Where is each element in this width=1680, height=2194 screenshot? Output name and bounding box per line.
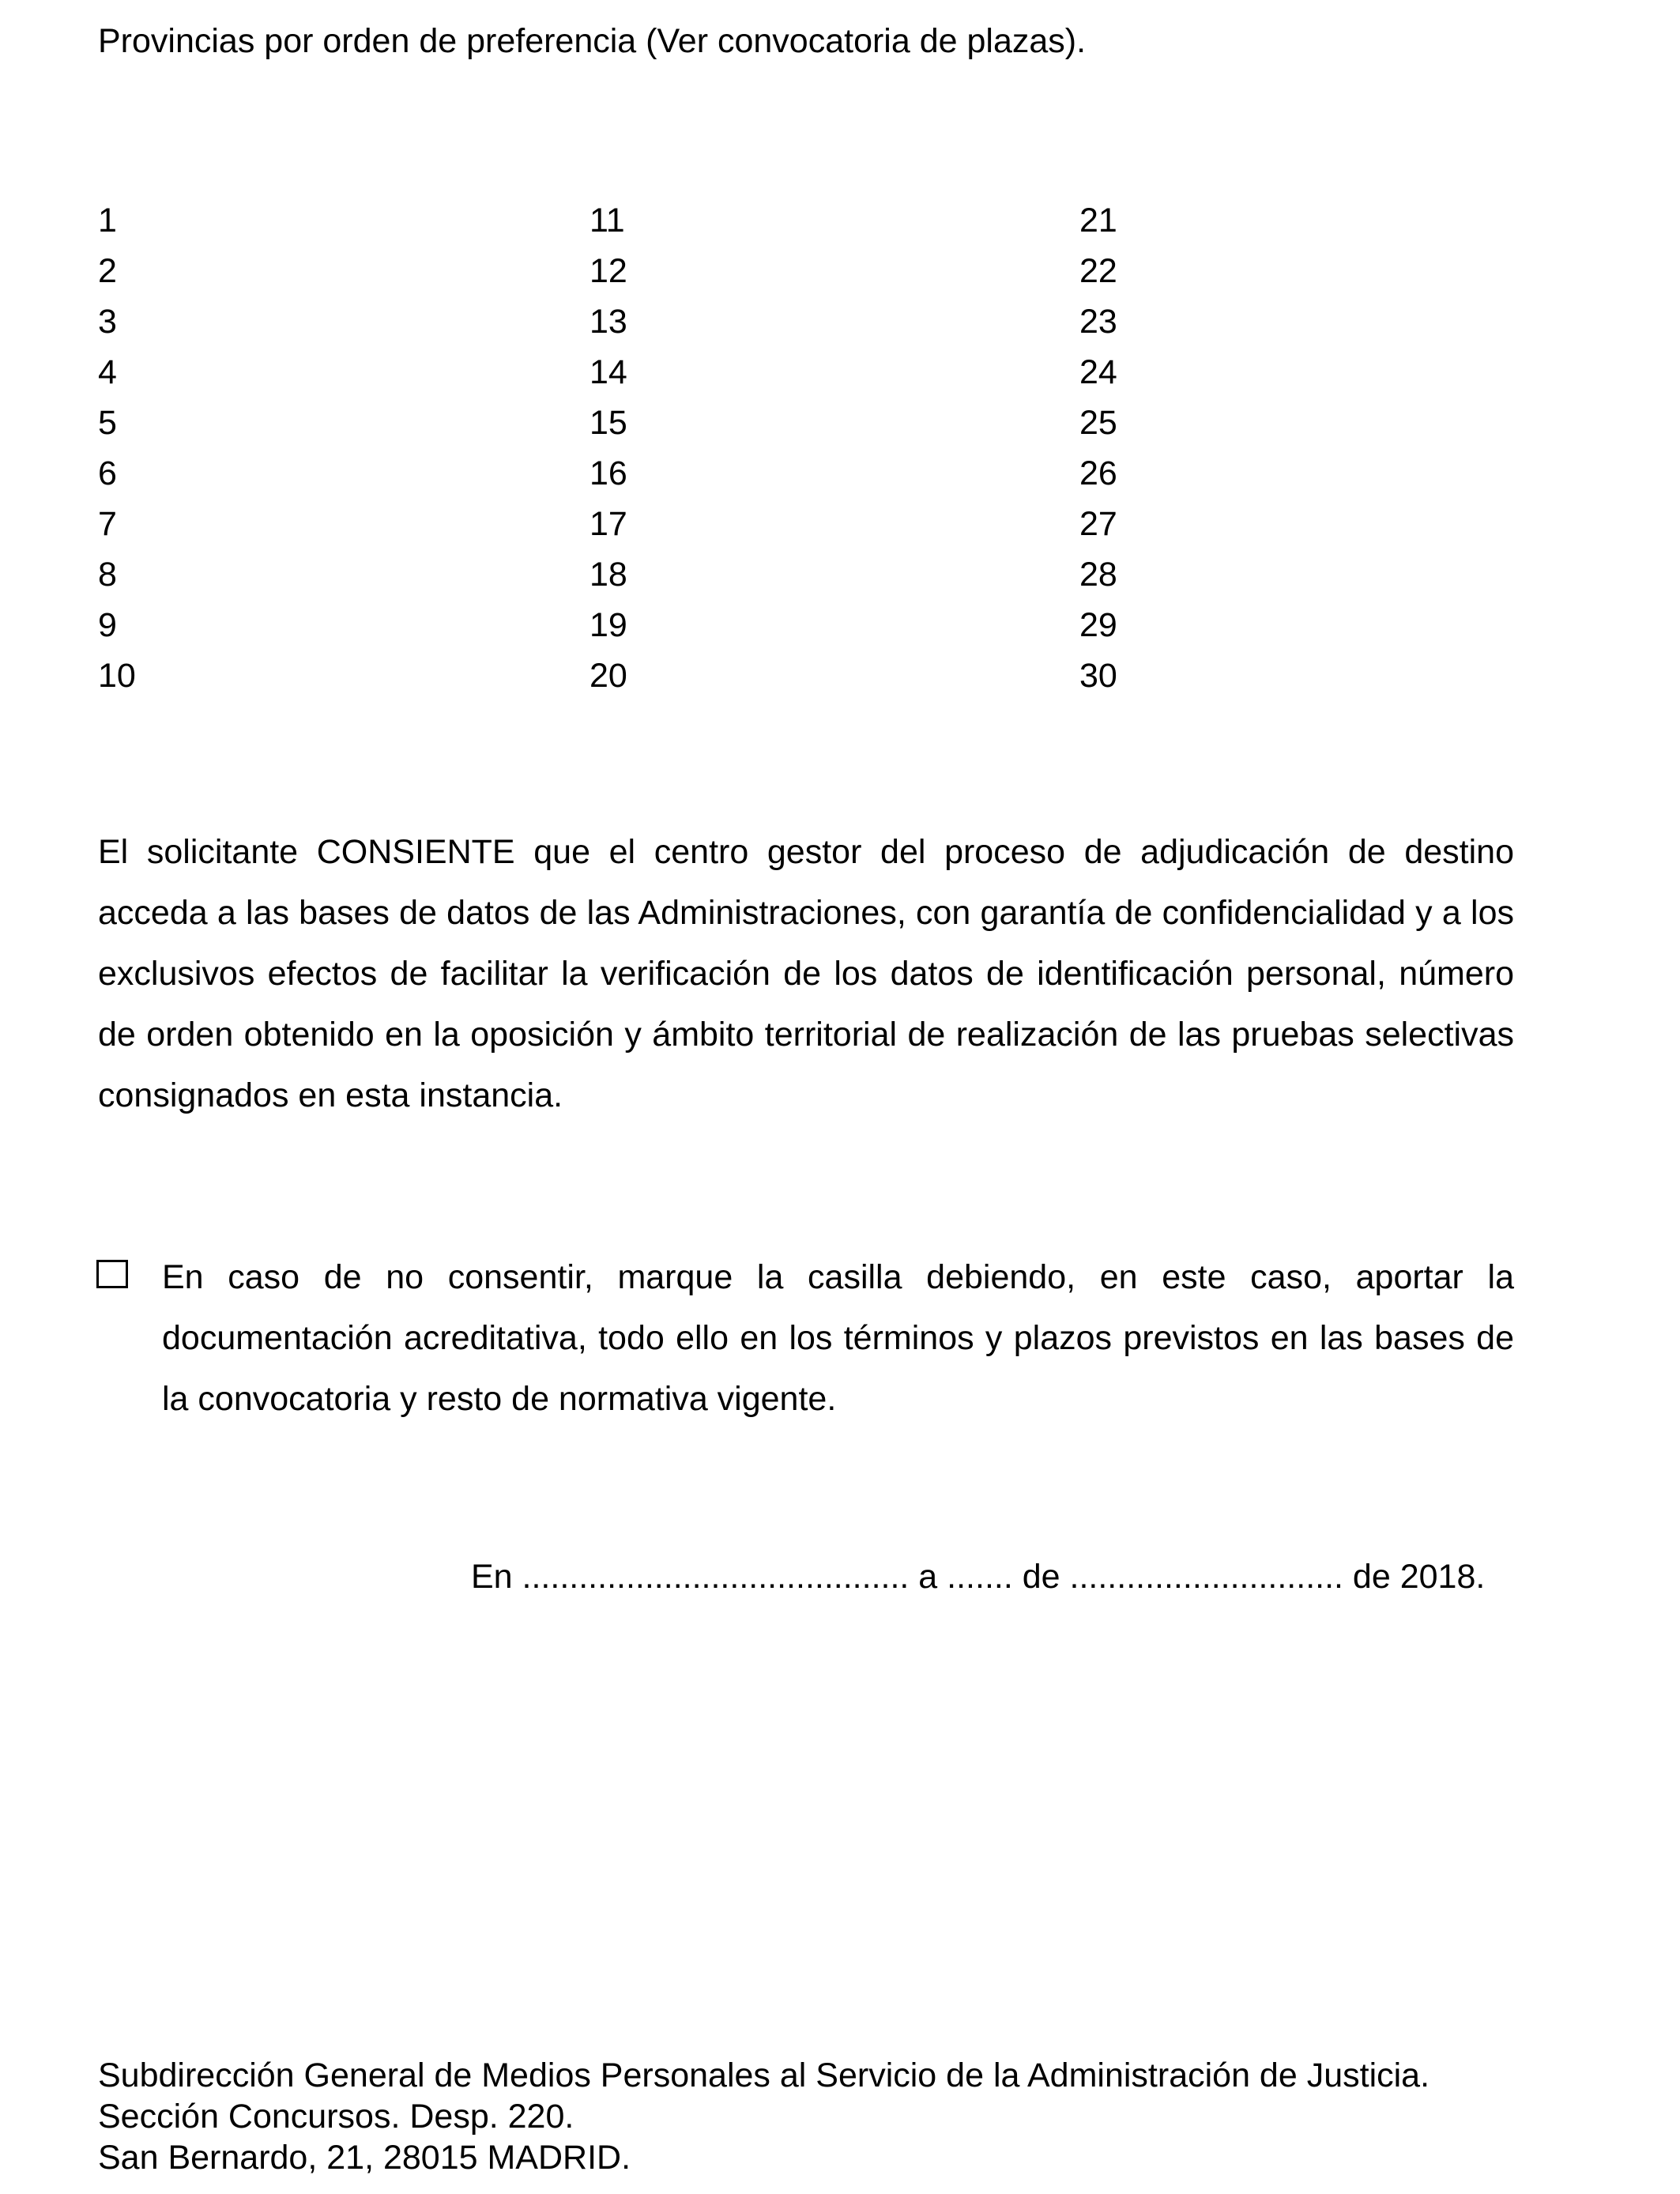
province-slot: 15 — [590, 404, 627, 442]
province-column-1 — [98, 195, 136, 701]
province-slot: 7 — [98, 505, 117, 543]
province-slot: 16 — [590, 454, 627, 492]
province-slot: 2 — [98, 252, 117, 290]
province-slot: 17 — [590, 505, 627, 543]
province-slot: 13 — [590, 303, 627, 341]
non-consent-text: En caso de no consentir, marque la casilla debiendo, en este caso, aportar la documentación acreditativa, todo ello en los términos y plazos previstos en las bases de la convocatoria y resto de normativa vigente. — [162, 1258, 1514, 1418]
province-slot: 28 — [1079, 556, 1117, 594]
province-slot: 19 — [590, 606, 627, 644]
province-slot: 6 — [98, 454, 117, 492]
province-slot: 22 — [1079, 252, 1117, 290]
province-slot: 27 — [1079, 505, 1117, 543]
province-slot: 20 — [590, 657, 627, 695]
date-signature-line: En ......................................... a ....... de ............................. de 2018. — [471, 1558, 1486, 1596]
province-slot: 26 — [1079, 454, 1117, 492]
footer-line: San Bernardo, 21, 28015 MADRID. — [98, 2139, 631, 2177]
province-slot: 12 — [590, 252, 627, 290]
footer-line: Subdirección General de Medios Personales al Servicio de la Administración de Justicia. — [98, 2056, 1430, 2094]
province-slot: 18 — [590, 556, 627, 594]
province-column-2 — [590, 195, 627, 701]
footer-line: Sección Concursos. Desp. 220. — [98, 2098, 574, 2136]
non-consent-checkbox[interactable] — [96, 1260, 128, 1288]
province-slot: 8 — [98, 556, 117, 594]
province-slot: 1 — [98, 202, 117, 239]
province-slot: 29 — [1079, 606, 1117, 644]
consent-paragraph: El solicitante CONSIENTE que el centro gestor del proceso de adjudicación de destino acceda a las bases de datos de las Administraciones, con garantía de confidencialidad y a los exclusivos efectos de facilitar la verificación de los datos de identificación personal, número de orden obtenido en la oposición y ámbito territorial de realización de las pruebas selectivas consignados en esta instancia. — [98, 833, 1514, 1114]
province-slot: 9 — [98, 606, 117, 644]
province-slot: 30 — [1079, 657, 1117, 695]
footer-address — [98, 2055, 1430, 2178]
province-slot: 23 — [1079, 303, 1117, 341]
page-heading: Provincias por orden de preferencia (Ver convocatoria de plazas). — [98, 22, 1087, 60]
province-slot: 4 — [98, 353, 117, 391]
province-slot: 14 — [590, 353, 627, 391]
province-slot: 5 — [98, 404, 117, 442]
province-slot: 24 — [1079, 353, 1117, 391]
province-slot: 10 — [98, 657, 136, 695]
province-slot: 25 — [1079, 404, 1117, 442]
province-slot: 21 — [1079, 202, 1117, 239]
province-slot: 11 — [590, 202, 625, 239]
province-column-3 — [1079, 195, 1117, 701]
province-slot: 3 — [98, 303, 117, 341]
